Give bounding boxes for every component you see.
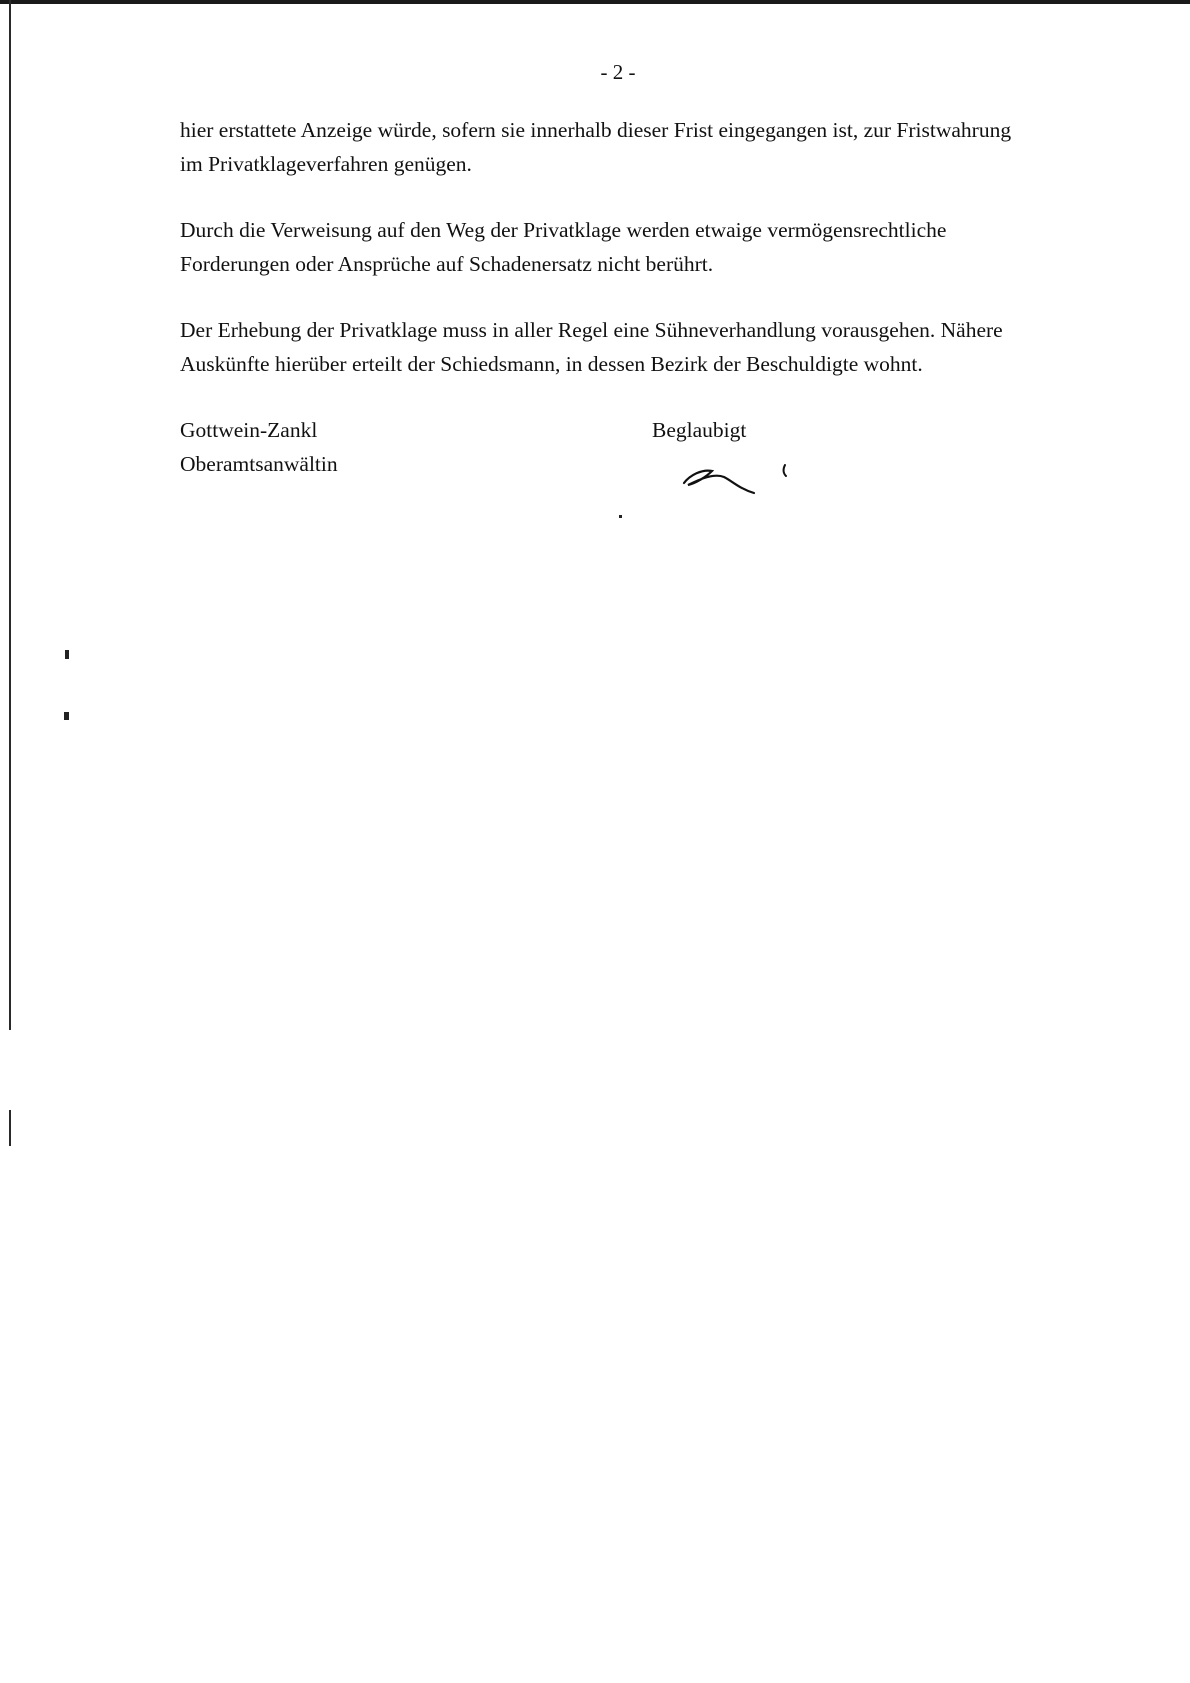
paragraph-deadline <box>180 113 1140 181</box>
paragraph-line: im Privatklageverfahren genügen. <box>180 152 472 176</box>
scan-edge-left <box>9 0 11 1030</box>
scan-speck <box>619 515 622 518</box>
scan-edge-left-mark <box>9 1110 11 1146</box>
certification-block <box>652 413 746 447</box>
scan-edge-top <box>0 0 1190 4</box>
signer-title: Oberamtsanwältin <box>180 452 338 476</box>
signer-name: Gottwein-Zankl <box>180 418 318 442</box>
paragraph-line: Forderungen oder Ansprüche auf Schadenersatz nicht berührt. <box>180 252 714 276</box>
paragraph-line: Auskünfte hierüber erteilt der Schiedsmann, in dessen Bezirk der Beschuldigte wohnt. <box>180 352 923 376</box>
paragraph-line: Der Erhebung der Privatklage muss in aller Regel eine Sühneverhandlung vorausgehen. Nähere <box>180 318 1003 342</box>
handwritten-signature <box>680 455 800 505</box>
scan-speck <box>65 650 69 659</box>
paragraph-line: hier erstattete Anzeige würde, sofern sie innerhalb dieser Frist eingegangen ist, zur Fristwahrung <box>180 118 1012 142</box>
certified-label: Beglaubigt <box>652 418 747 442</box>
signer-block <box>180 413 338 481</box>
scan-speck <box>64 712 69 720</box>
paragraph-conciliation <box>180 313 1140 381</box>
paragraph-line: Durch die Verweisung auf den Weg der Privatklage werden etwaige vermögensrechtliche <box>180 218 947 242</box>
page-number: - 2 - <box>600 60 636 84</box>
paragraph-referral <box>180 213 1140 281</box>
